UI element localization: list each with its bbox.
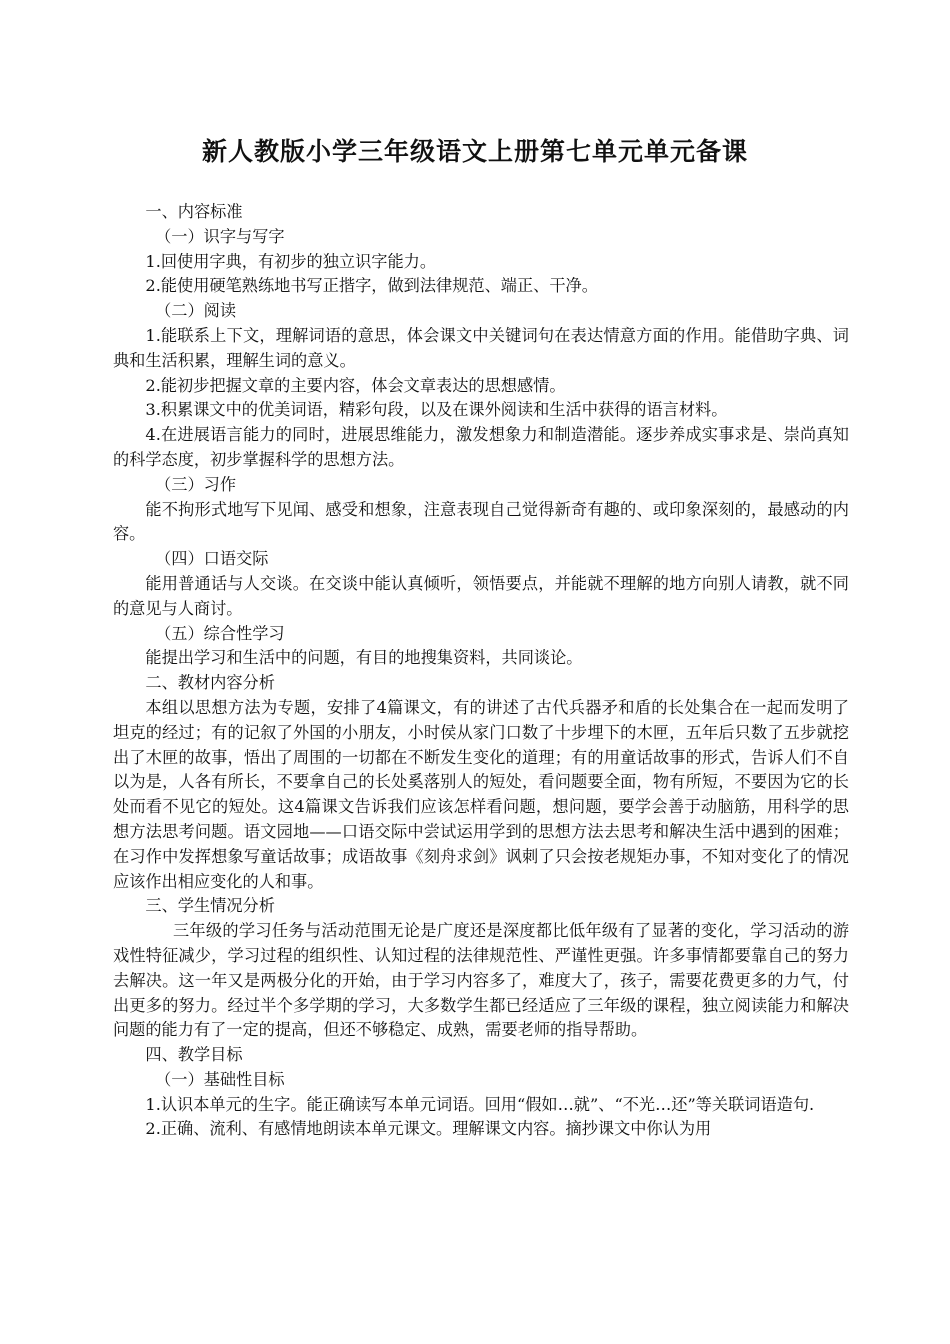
paragraph: 2.能使用硬笔熟练地书写正揩字，做到法律规范、端正、干净。 [145,276,598,296]
paragraph: 三年级的学习任务与活动范围无论是广度还是深度都比低年级有了显著的变化，学习活动的游戏性特征减少，学习过程的组织性、认知过程的法律规范性、严谨性更强。许多事情都要靠自己的努力去解决。这一年又是两极分化的开始，由于学习内容多了，难度大了，孩子，需要花费更多的力气，付出更多的努力。经过半个多学期的学习，大多数学生都已经适应了三年级的课程，独立阅读能力和解决问题的能力有了一定的提高，但还不够稳定、成熟，需要老师的指导帮助。 [113,921,849,1040]
paragraph: 本组以思想方法为专题，安排了4篇课文，有的讲述了古代兵器矛和盾的长处集合在一起而发明了坦克的经过；有的记叙了外国的小朋友，小时侯从家门口数了十步埋下的木匣，五年后只数了五步就挖出了木匣的故事，悟出了周围的一切都在不断发生变化的道理；有的用童话故事的形式，告诉人们不自以为是，人各有所长，不要拿自己的长处奚落别人的短处，看问题要全面，物有所短，不要因为它的长处而看不见它的短处。这4篇课文告诉我们应该怎样看问题，想问题，要学会善于动脑筋，用科学的思想方法思考问题。语文园地——口语交际中尝试运用学到的思想方法去思考和解决生活中遇到的困难；在习作中发挥想象写童话故事；成语故事《刻舟求剑》讽刺了只会按老规矩办事，不知对变化了的情况应该作出相应变化的人和事。 [113,697,849,891]
document-body [113,200,849,1142]
subsection-heading: （一）识字与写字 [155,226,285,246]
paragraph: 1.认识本单元的生字。能正确读写本单元词语。回用“假如…就”、“不光…还”等关联词语造句. [145,1094,815,1114]
paragraph: 4.在进展语言能力的同时，进展思维能力，激发想象力和制造潜能。逐步养成实事求是、崇尚真知的科学态度，初步掌握科学的思想方法。 [113,425,849,469]
subsection-heading: （四）口语交际 [155,549,269,569]
paragraph: 1.能联系上下文，理解词语的意思，体会课文中关键词句在表达情意方面的作用。能借助字典、词典和生活积累，理解生词的意义。 [113,325,849,370]
paragraph: 3.积累课文中的优美词语，精彩句段，以及在课外阅读和生活中获得的语言材料。 [145,400,728,420]
paragraph: 2.能初步把握文章的主要内容，体会文章表达的思想感情。 [145,375,566,395]
paragraph: 1.回使用字典，有初步的独立识字能力。 [145,251,437,271]
section-heading: 二、教材内容分析 [145,673,275,693]
section-heading: 一、内容标准 [145,202,243,221]
subsection-heading: （五）综合性学习 [155,623,285,643]
subsection-heading: （一）基础性目标 [155,1069,285,1089]
document-title: 新人教版小学三年级语文上册第七单元单元备课 [201,137,748,166]
subsection-heading: （二）阅读 [155,301,237,321]
paragraph: 能不拘形式地写下见闻、感受和想象，注意表现自己觉得新奇有趣的、或印象深刻的，最感动的内容。 [113,499,849,544]
paragraph: 能提出学习和生活中的问题，有目的地搜集资料，共同谈论。 [145,648,583,668]
section-heading: 四、教学目标 [145,1045,243,1065]
section-heading: 三、学生情况分析 [145,896,275,916]
paragraph: 能用普通话与人交谈。在交谈中能认真倾听，领悟要点，并能就不理解的地方向别人请教，就不同的意见与人商讨。 [113,573,849,618]
paragraph: 2.正确、流利、有感情地朗读本单元课文。理解课文内容。摘抄课文中你认为用 [145,1119,712,1139]
subsection-heading: （三）习作 [155,474,237,494]
